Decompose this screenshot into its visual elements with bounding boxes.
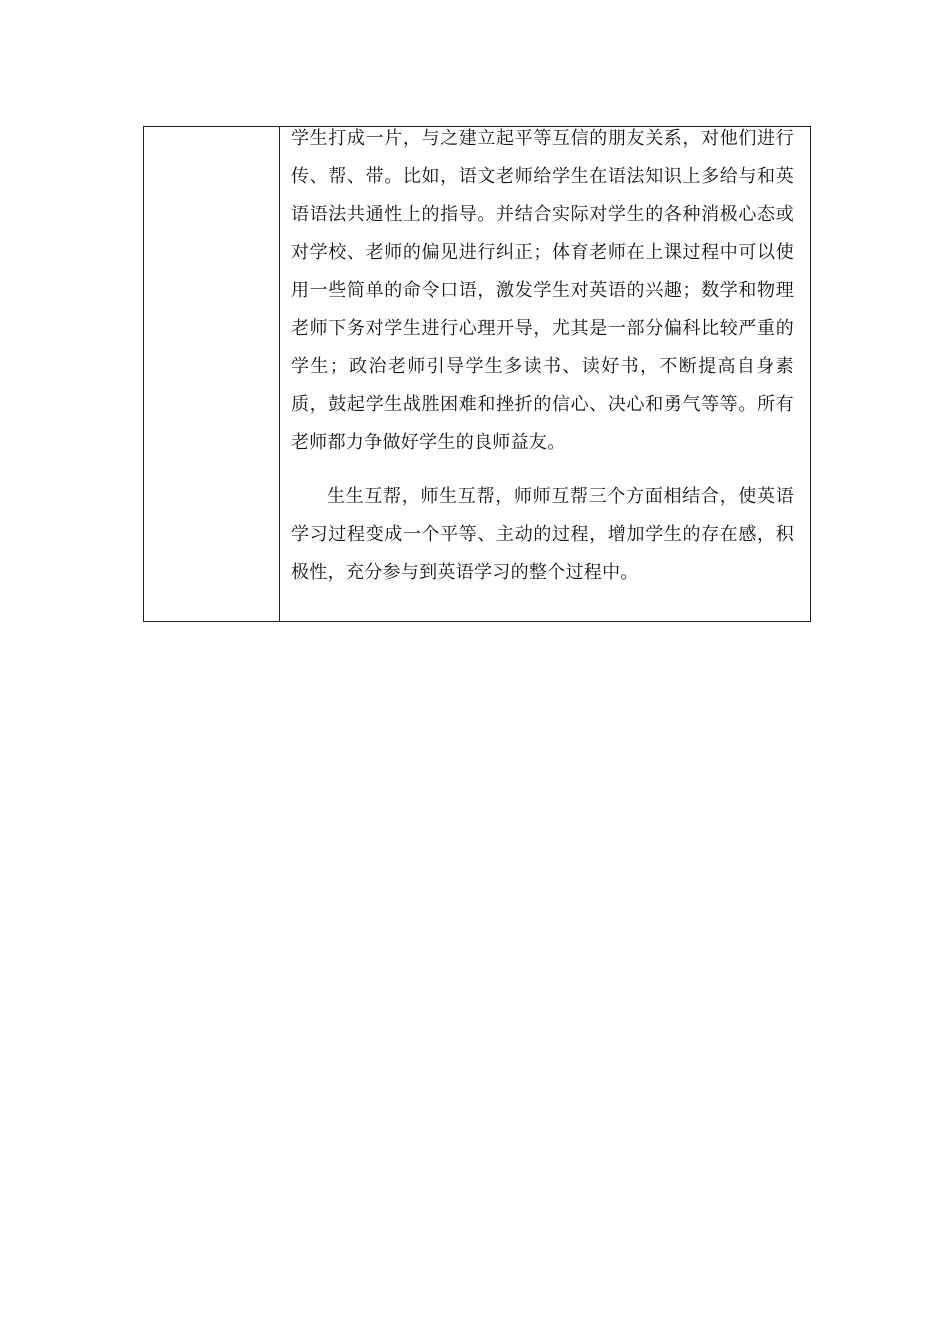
content-table [143, 126, 811, 622]
paragraph-teacher-help: 学生打成一片，与之建立起平等互信的朋友关系，对他们进行传、帮、带。比如，语文老师给学生在语法知识上多给与和英语语法共通性上的指导。并结合实际对学生的各种消极心态或对学校、老师的偏见进行纠正；体育老师在上课过程中可以使用一些简单的命令口语，激发学生对英语的兴趣；数学和物理老师下务对学生进行心理开导，尤其是一部分偏科比较严重的学生；政治老师引导学生多读书、读好书，不断提高自身素质，鼓起学生战胜困难和挫折的信心、决心和勇气等等。所有老师都力争做好学生的良师益友。 [291, 128, 794, 453]
table-right-cell [280, 127, 810, 621]
table-left-cell [144, 127, 280, 621]
paragraph-mutual-help: 生生互帮，师生互帮，师师互帮三个方面相结合，使英语学习过程变成一个平等、主动的过程，增加学生的存在感，积极性，充分参与到英语学习的整个过程中。 [291, 486, 794, 583]
